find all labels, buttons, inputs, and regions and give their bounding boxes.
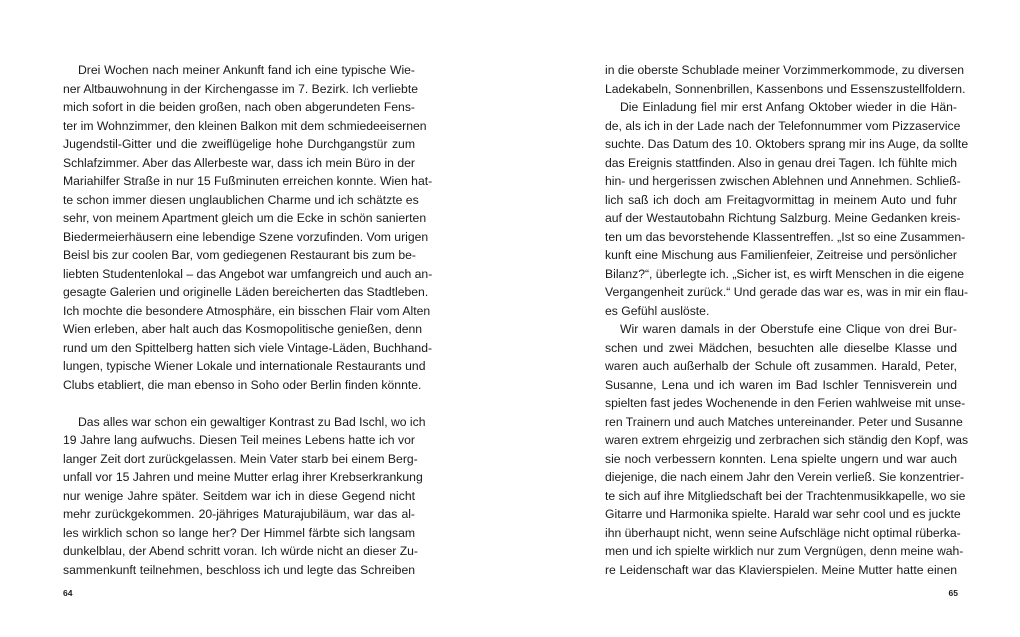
text-line: te sich auf ihre Mitgliedschaft bei der Trachtenmusikkapelle, wo sie bbox=[605, 488, 966, 503]
text-line: Bilanz?“, überlegte ich. „Sicher ist, es wirft Menschen in die eigene bbox=[605, 266, 965, 281]
text-line: re Leidenschaft war das Klavierspielen. Meine Mutter hatte einen bbox=[605, 562, 957, 577]
text-line: hin- und hergerissen zwischen Ablehnen und Annehmen. Schließ- bbox=[605, 174, 961, 188]
text-line: Wien erleben, aber halt auch das Kosmopolitische genießen, denn bbox=[63, 322, 423, 336]
text-line: 19 Jahre lang aufwuchs. Diesen Teil meines Lebens hatte ich vor bbox=[63, 433, 415, 447]
text-line: mehr zurückgekommen. 20-jähriges Maturajubiläum, war das al- bbox=[63, 507, 415, 521]
text-line: Ich mochte die besondere Atmosphäre, ein bisschen Flair vom Alten bbox=[63, 303, 431, 318]
text-line: ner Altbauwohnung in der Kirchengasse im 7. Bezirk. Ich verliebte bbox=[63, 81, 418, 96]
text-line: Mariahilfer Straße in nur 15 Fußminuten erreichen konnte. Wien hat- bbox=[63, 174, 433, 188]
text-line: ren Trainern und auch Matches untereinander. Peter und Susanne bbox=[605, 414, 963, 429]
text-line: langer Zeit dort zurückgelassen. Mein Vater starb bei einem Berg- bbox=[63, 451, 418, 466]
text-line: gesagte Galerien und originelle Läden bereicherten das Stadtleben. bbox=[63, 285, 429, 299]
text-line: Jugendstil-Gitter und die zweiflügelige hohe Durchgangstür zum bbox=[63, 137, 415, 151]
text-line: ten um das bevorstehende Klassentreffen. „Ist so eine Zusammen- bbox=[605, 229, 966, 244]
text-line: schen und zwei Mädchen, besuchten alle dieselbe Klasse und bbox=[605, 340, 957, 355]
text-line: Wir waren damals in der Oberstufe eine Clique von drei Bur- bbox=[620, 322, 957, 336]
text-line: es Gefühl auslöste. bbox=[605, 303, 710, 318]
text-line: in die oberste Schublade meiner Vorzimmerkommode, zu diversen bbox=[605, 63, 965, 77]
text-line: men und ich spielte wirklich nur zum Vergnügen, denn meine wah- bbox=[605, 544, 964, 558]
text-line: Biedermeierhäusern eine lebendige Szene vorzufinden. Vom urigen bbox=[63, 229, 429, 244]
text-line: lich saß ich doch am Freitagvormittag in meinem Auto und fuhr bbox=[605, 192, 957, 207]
text-line: Die Einladung fiel mir erst Anfang Oktober wieder in die Hän- bbox=[620, 100, 957, 114]
text-line: Schlafzimmer. Aber das Allerbeste war, dass ich mein Büro in der bbox=[63, 155, 415, 170]
text-line: ihn überhaupt nicht, wenn seine Aufschläge nicht optimal rüberka- bbox=[605, 525, 961, 540]
text-line: auf der Westautobahn Richtung Salzburg. Meine Gedanken kreis- bbox=[605, 211, 961, 225]
text-line: sie noch verbessern konnten. Lena spielte ungern und war auch bbox=[605, 451, 957, 466]
text-line: suchte. Das Datum des 10. Oktobers sprang mir ins Auge, da sollte bbox=[605, 137, 969, 151]
text-line: ter im Wohnzimmer, den kleinen Balkon mit dem schmiedeeisernen bbox=[63, 118, 427, 133]
text-line: nur wenige Jahre später. Seitdem war ich in diese Gegend nicht bbox=[63, 488, 415, 503]
text-line: lungen, typische Wiener Lokale und internationale Restaurants und bbox=[63, 359, 426, 373]
text-line: kunft eine Mischung aus Familienfeier, Zeitreise und persönlicher bbox=[605, 248, 957, 262]
text-line: Vergangenheit zurück.“ Und gerade das war es, was in mir ein flau- bbox=[605, 285, 969, 299]
text-line: dunkelblau, der Abend schritt voran. Ich würde nicht an dieser Zu- bbox=[63, 544, 418, 558]
text-line: mich sofort in die beiden großen, nach oben abgerundeten Fens- bbox=[63, 100, 415, 114]
left-text-column bbox=[63, 61, 433, 579]
text-line: waren extrem ehrgeizig und zerbrachen sich ständig den Kopf, was bbox=[605, 433, 969, 447]
right-text-column bbox=[605, 61, 969, 579]
text-line: Susanne, Lena und ich waren im Bad Ischler Tennisverein und bbox=[605, 377, 957, 392]
text-line: de, als ich in der Lade nach der Telefonnummer vom Pizzaservice bbox=[605, 118, 961, 133]
text-line: Gitarre und Harmonika spielte. Harald war sehr cool und es juckte bbox=[605, 507, 961, 521]
text-line: unfall vor 15 Jahren und meine Mutter erlag ihrer Krebserkrankung bbox=[63, 470, 423, 484]
text-line: Beisl bis zur coolen Bar, vom gediegenen Restaurant bis zum be- bbox=[63, 248, 416, 262]
text-line: les wirklich schon so lange her? Der Himmel färbte sich langsam bbox=[63, 525, 415, 540]
text-line: Drei Wochen nach meiner Ankunft fand ich eine typische Wie- bbox=[78, 63, 415, 77]
text-line: sehr, von meinem Apartment gleich um die Ecke in schön sanierten bbox=[63, 211, 427, 225]
text-line: Ladekabeln, Sonnenbrillen, Kassenbons und Essenszustellfoldern. bbox=[605, 81, 966, 96]
text-line: Das alles war schon ein gewaltiger Kontrast zu Bad Ischl, wo ich bbox=[78, 414, 426, 429]
text-line: waren auch außerhalb der Schule oft zusammen. Harald, Peter, bbox=[605, 359, 957, 373]
paragraph-gap bbox=[63, 394, 415, 413]
page-number: 65 bbox=[948, 588, 958, 598]
text-line: Clubs etabliert, die man ebenso in Soho oder Berlin finden könnte. bbox=[63, 377, 422, 392]
text-line: das Ereignis stattfinden. Also in genau drei Tagen. Ich fühlte mich bbox=[605, 155, 958, 170]
text-line: te schon immer diesen unglaublichen Charme und ich schätzte es bbox=[63, 192, 419, 207]
right-page bbox=[510, 0, 1020, 637]
text-line: spielten fast jedes Wochenende in den Ferien wahlweise mit unse- bbox=[605, 396, 966, 410]
text-line: rund um den Spittelberg hatten sich viele Vintage-Läden, Buchhand- bbox=[63, 340, 433, 355]
text-line: sammenkunft teilnehmen, beschloss ich und legte das Schreiben bbox=[63, 562, 415, 577]
page-number: 64 bbox=[63, 588, 73, 598]
text-line: diejenige, die nach einem Jahr den Verein verließ. Sie konzentrier- bbox=[605, 470, 965, 484]
text-line: liebten Studentenlokal – das Angebot war umfangreich und auch an- bbox=[63, 266, 433, 281]
